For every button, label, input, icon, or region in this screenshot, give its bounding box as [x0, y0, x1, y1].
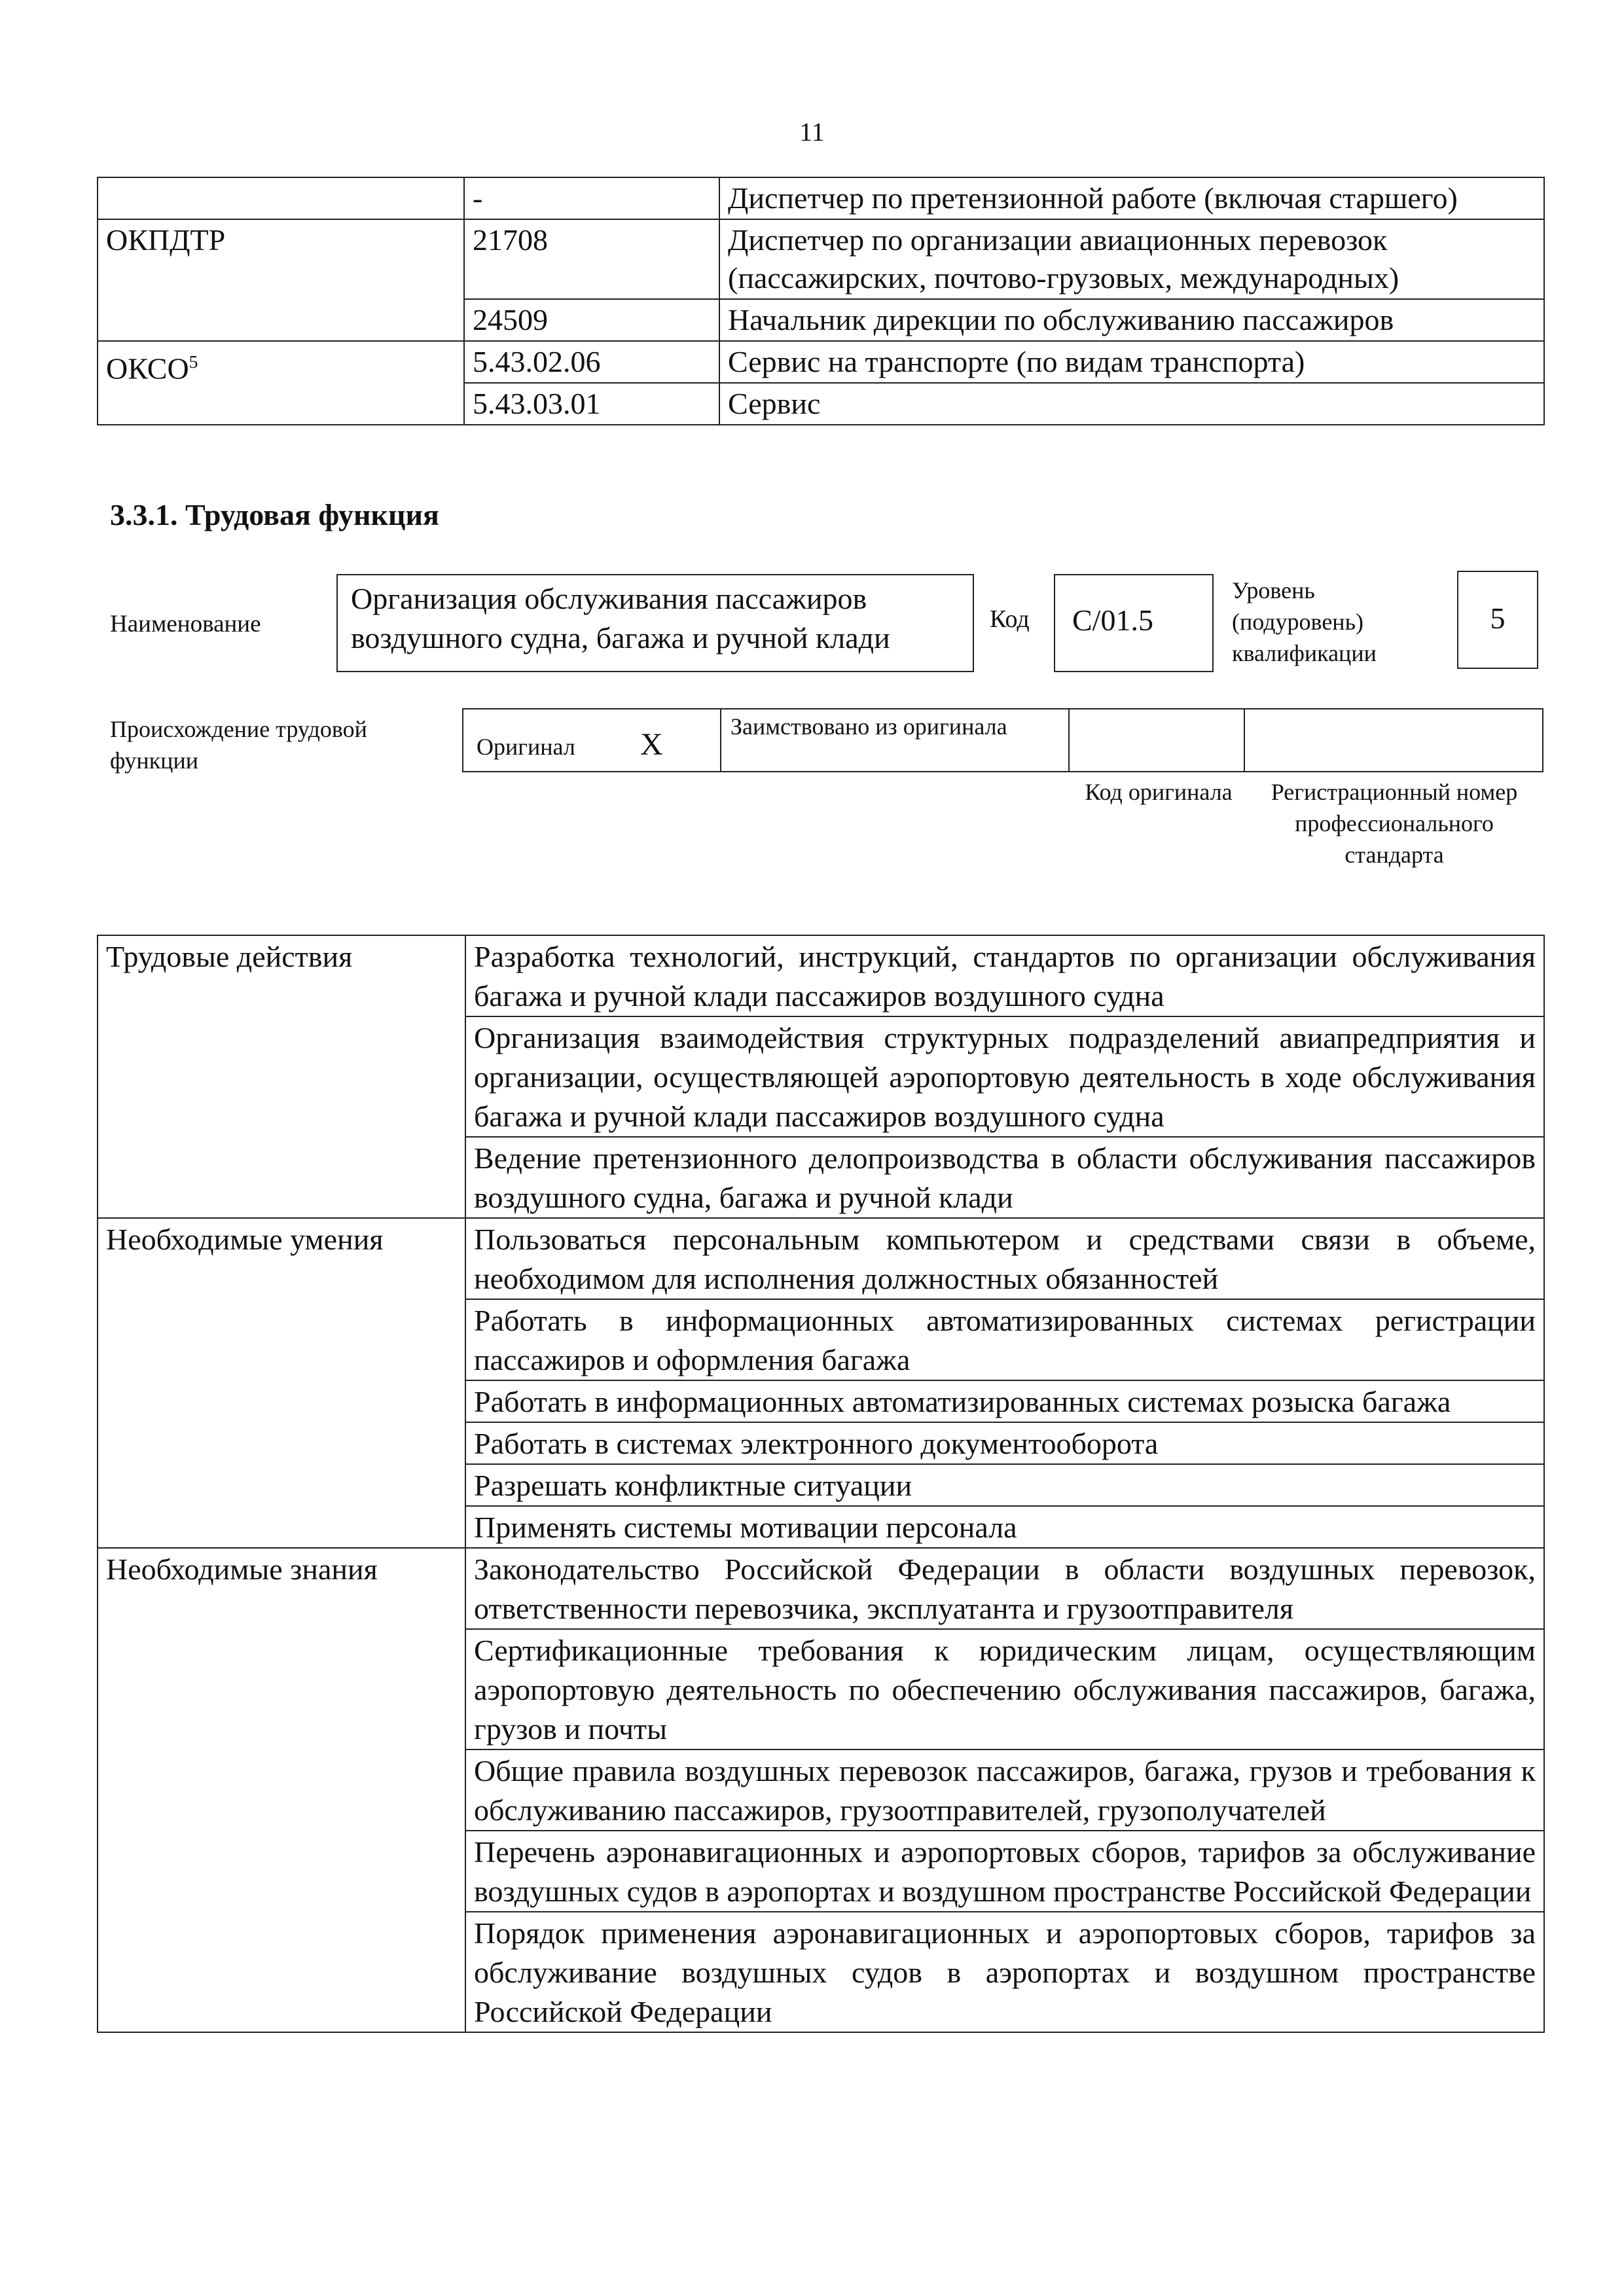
origin-label: Происхождение трудовой функции: [110, 716, 367, 774]
function-name-box: [336, 574, 974, 672]
code-cell: -: [464, 177, 719, 219]
divider: [1244, 709, 1245, 772]
group-cell: [98, 177, 464, 219]
reg-caption: Регистрационный номер профессионального стандарта: [1271, 779, 1518, 868]
list-item: Разработка технологий, инструкций, стандартов по организации обслуживания багажа и ручной клади пассажиров воздушного судна: [465, 935, 1544, 1016]
name-cell: Диспетчер по организации авиационных перевозок (пассажирских, почтово-грузовых, международных): [719, 219, 1544, 299]
code-cell: 5.43.02.06: [464, 341, 719, 383]
table-row: [98, 219, 1544, 299]
original-label: Оригинал: [477, 734, 575, 760]
name-cell: Сервис на транспорте (по видам транспорта): [719, 341, 1544, 383]
footnote-mark: 5: [189, 351, 198, 372]
level-box: [1457, 571, 1538, 669]
list-item: Работать в информационных автоматизированных системах розыска багажа: [465, 1380, 1544, 1422]
function-name: Организация обслуживания пассажиров воздушного судна, багажа и ручной клади: [351, 582, 890, 655]
list-item: Порядок применения аэронавигационных и аэропортовых сборов, тарифов за обслуживание воздушных судов в аэропортах и воздушном пространстве Российской Федерации: [465, 1912, 1544, 2032]
divider: [1068, 709, 1070, 772]
section-title: 3.3.1. Трудовая функция: [110, 498, 439, 531]
list-item: Разрешать конфликтные ситуации: [465, 1464, 1544, 1506]
function-code: С/01.5: [1072, 603, 1153, 637]
code-cell: 24509: [464, 299, 719, 341]
level-value: 5: [1490, 601, 1506, 635]
group-label-cell: Трудовые действия: [98, 935, 465, 1218]
classification-table: [97, 177, 1545, 425]
divider: [720, 709, 721, 772]
code-cell: 5.43.03.01: [464, 383, 719, 425]
group-cell: ОКПДТР: [98, 219, 464, 341]
list-item: Работать в системах электронного документооборота: [465, 1422, 1544, 1464]
level-label: Уровень (подуровень) квалификации: [1232, 577, 1377, 666]
name-cell: Сервис: [719, 383, 1544, 425]
name-label: Наименование: [110, 611, 261, 637]
table-row: [98, 1548, 1544, 1629]
table-row: [98, 341, 1544, 383]
name-cell: Диспетчер по претензионной работе (включая старшего): [719, 177, 1544, 219]
competencies-table: [97, 935, 1545, 2033]
list-item: Работать в информационных автоматизированных системах регистрации пассажиров и оформления багажа: [465, 1299, 1544, 1380]
list-item: Законодательство Российской Федерации в области воздушных перевозок, ответственности перевозчика, эксплуатанта и грузоотправителя: [465, 1548, 1544, 1629]
original-mark: X: [640, 727, 663, 762]
function-code-box: [1054, 574, 1214, 672]
list-item: Пользоваться персональным компьютером и средствами связи в объеме, необходимом для исполнения должностных обязанностей: [465, 1218, 1544, 1299]
page-number: 11: [799, 117, 825, 147]
list-item: Применять системы мотивации персонала: [465, 1506, 1544, 1548]
code-cell: 21708: [464, 219, 719, 299]
list-item: Организация взаимодействия структурных подразделений авиапредприятия и организации, осуществляющей аэропортовую деятельность в ходе обслуживания багажа и ручной клади пассажиров воздушного судна: [465, 1016, 1544, 1137]
table-row: [98, 177, 1544, 219]
table-row: [98, 935, 1544, 1016]
group-label-cell: Необходимые умения: [98, 1218, 465, 1548]
group-cell: [98, 341, 464, 425]
group-label: ОКСО: [106, 351, 189, 386]
name-cell: Начальник дирекции по обслуживанию пассажиров: [719, 299, 1544, 341]
borrowed-label: Заимствовано из оригинала: [731, 713, 1007, 740]
list-item: Ведение претензионного делопроизводства в области обслуживания пассажиров воздушного судна, багажа и ручной клади: [465, 1137, 1544, 1218]
list-item: Сертификационные требования к юридическим лицам, осуществляющим аэропортовую деятельность по обеспечению обслуживания пассажиров, багажа, грузов и почты: [465, 1629, 1544, 1749]
code-caption: Код оригинала: [1085, 779, 1233, 805]
origin-table: [462, 708, 1543, 772]
list-item: Общие правила воздушных перевозок пассажиров, багажа, грузов и требования к обслуживанию пассажиров, грузоотправителей, грузополучателей: [465, 1749, 1544, 1831]
code-label: Код: [990, 605, 1030, 633]
group-label-cell: Необходимые знания: [98, 1548, 465, 2032]
list-item: Перечень аэронавигационных и аэропортовых сборов, тарифов за обслуживание воздушных судов в аэропортах и воздушном пространстве Российской Федерации: [465, 1831, 1544, 1912]
table-row: [98, 1218, 1544, 1299]
